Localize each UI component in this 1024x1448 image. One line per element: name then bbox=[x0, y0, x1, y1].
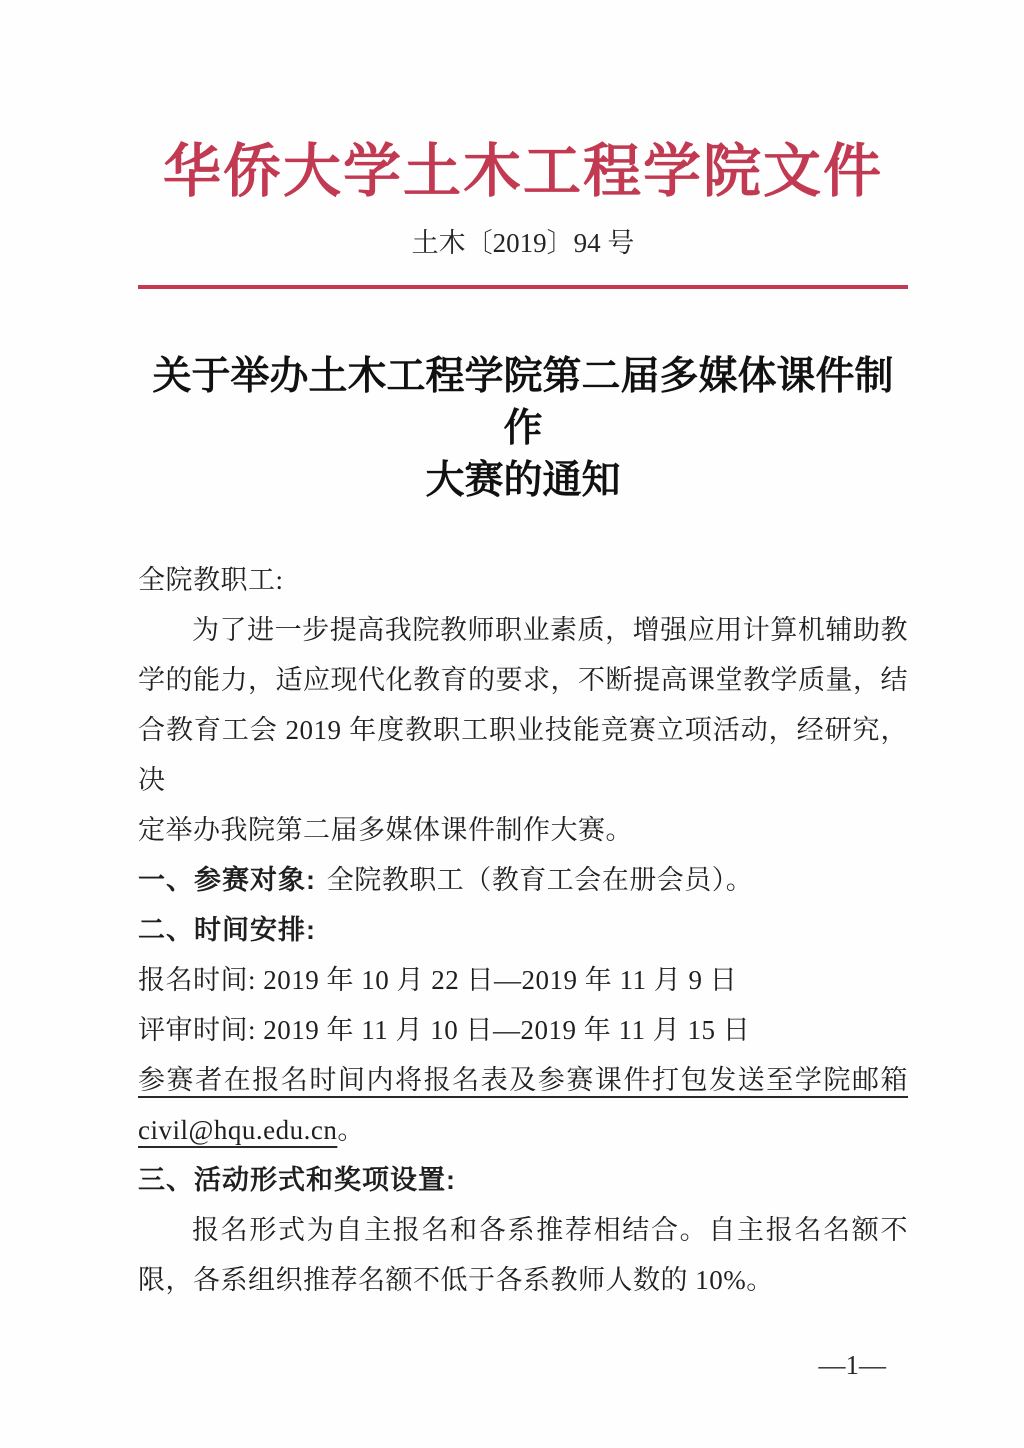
submission-instruction: 参赛者在报名时间内将报名表及参赛课件打包发送至学院邮箱 bbox=[138, 1065, 908, 1095]
paragraph2-line1: 报名形式为自主报名和各系推荐相结合。自主报名名额不 bbox=[192, 1215, 908, 1245]
section3-heading bbox=[138, 1155, 908, 1205]
doc-number: 土木〔2019〕94 号 bbox=[411, 228, 635, 258]
red-divider-line bbox=[138, 285, 908, 289]
paragraph1-line2: 学的能力，适应现代化教育的要求，不断提高课堂教学质量，结 bbox=[138, 665, 908, 695]
paragraph2-line2: 限，各系组织推荐名额不低于各系教师人数的 10%。 bbox=[138, 1265, 774, 1295]
page-number: —1— bbox=[818, 1350, 886, 1380]
section3-label: 三、活动形式和奖项设置: bbox=[138, 1165, 456, 1195]
paragraph1-line4: 定举办我院第二届多媒体课件制作大赛。 bbox=[138, 815, 633, 845]
salutation: 全院教职工: bbox=[138, 565, 284, 595]
notice-title bbox=[138, 351, 908, 507]
section2-label: 二、时间安排: bbox=[138, 915, 316, 945]
notice-body bbox=[138, 555, 908, 1305]
email-line bbox=[138, 1105, 908, 1155]
email-suffix: 。 bbox=[337, 1115, 365, 1145]
schedule-review: 评审时间: 2019 年 11 月 10 日—2019 年 11 月 15 日 bbox=[138, 1015, 751, 1045]
schedule-registration: 报名时间: 2019 年 10 月 22 日—2019 年 11 月 9 日 bbox=[138, 965, 738, 995]
section1-heading bbox=[138, 855, 908, 905]
section2-heading bbox=[138, 905, 908, 955]
document-content bbox=[138, 134, 908, 1305]
notice-title-line1: 关于举办土木工程学院第二届多媒体课件制作 bbox=[152, 355, 894, 450]
paragraph1-line3: 合教育工会 2019 年度教职工职业技能竞赛立项活动，经研究，决 bbox=[138, 715, 908, 795]
section1-text: 全院教职工（教育工会在册会员）。 bbox=[326, 865, 754, 895]
section1-label: 一、参赛对象: bbox=[138, 865, 316, 895]
org-title: 华侨大学土木工程学院文件 bbox=[162, 139, 883, 204]
paragraph1-line1: 为了进一步提高我院教师职业素质，增强应用计算机辅助教 bbox=[192, 615, 908, 645]
notice-title-line2: 大赛的通知 bbox=[425, 459, 621, 502]
email-address: civil@hqu.edu.cn bbox=[138, 1115, 338, 1145]
letterhead bbox=[138, 134, 908, 289]
